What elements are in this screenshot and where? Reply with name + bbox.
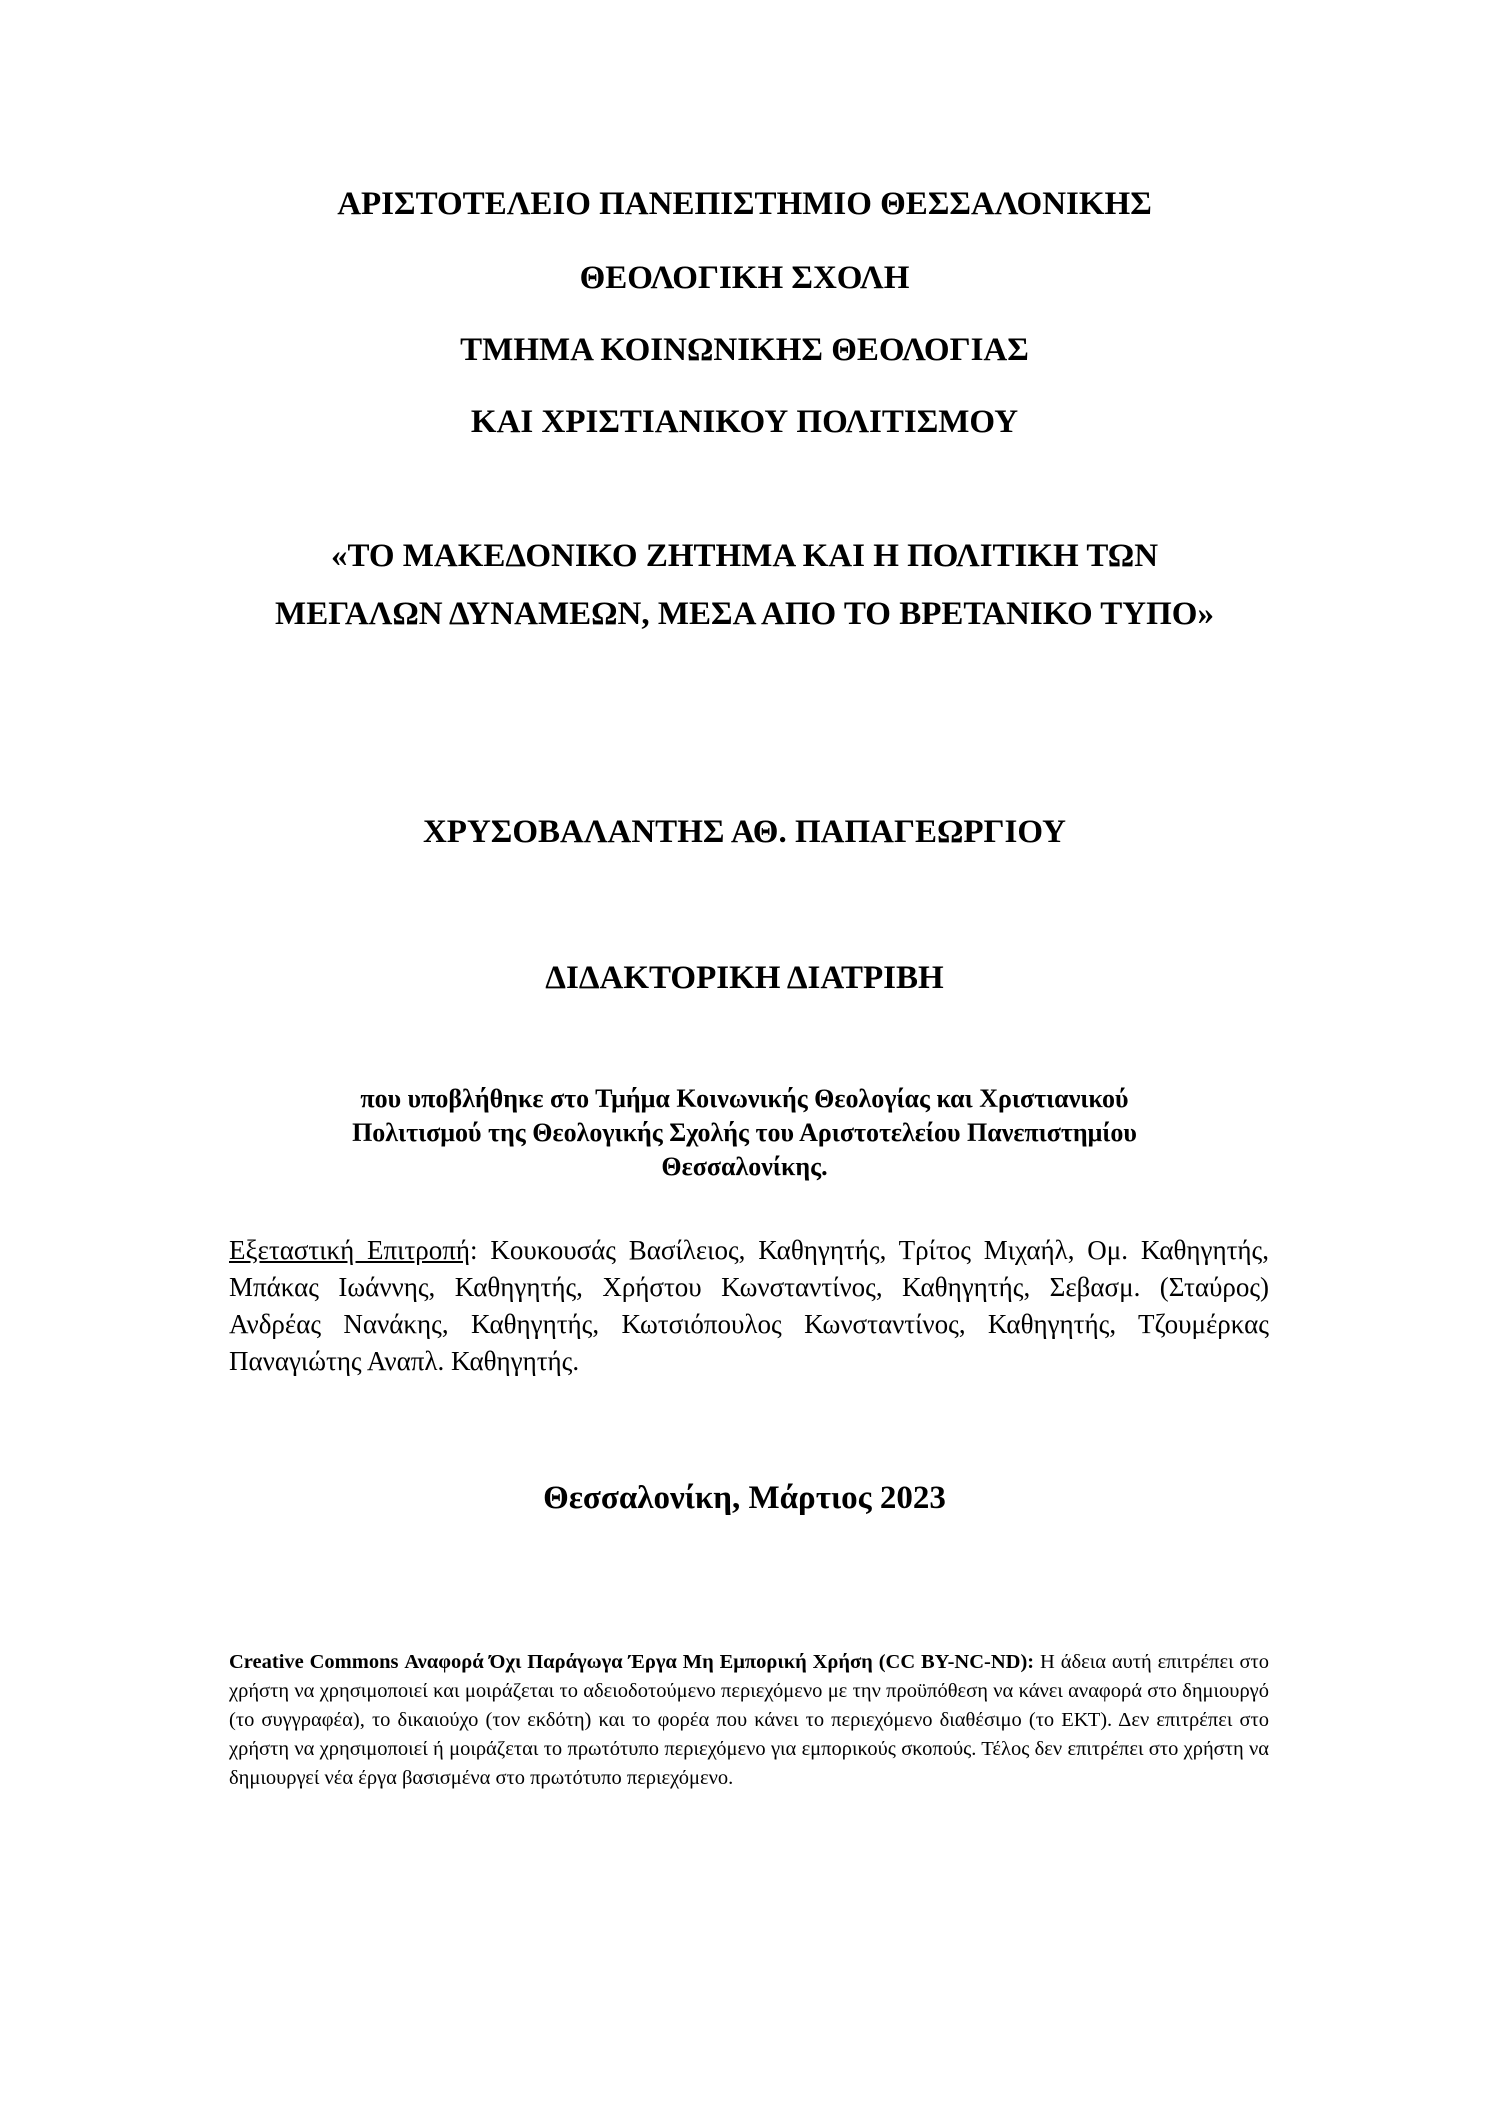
- committee-members: : Κουκουσάς Βασίλειος, Καθηγητής, Τρίτος Μιχαήλ, Ομ. Καθηγητής, Μπάκας Ιωάννης, Καθηγητής, Χρήστου Κωνσταντίνος, Καθηγητής, Σεβασμ. (Σταύρος) Ανδρέας Νανάκης, Καθηγητής, Κωτσιόπουλος Κωνσταντίνος, Καθηγητής, Τζουμέρκας Παναγιώτης Αναπλ. Καθηγητής.: [229, 1235, 1269, 1376]
- submission-line2: Πολιτισμού της Θεολογικής Σχολής του Αριστοτελείου Πανεπιστημίου: [352, 1118, 1137, 1147]
- submission-line3: Θεσσαλονίκης.: [661, 1152, 828, 1181]
- thesis-title-line1: «ΤΟ ΜΑΚΕΔΟΝΙΚΟ ΖΗΤΗΜΑ ΚΑΙ Η ΠΟΛΙΤΙΚΗ ΤΩΝ: [330, 538, 1159, 574]
- department-name-line2: ΚΑΙ ΧΡΙΣΤΙΑΝΙΚΟΥ ΠΟΛΙΤΙΣΜΟΥ: [470, 404, 1019, 440]
- thesis-title-line2: ΜΕΓΑΛΩΝ ΔΥΝΑΜΕΩΝ, ΜΕΣΑ ΑΠΟ ΤΟ ΒΡΕΤΑΝΙΚΟ ΤΥΠΟ»: [275, 596, 1214, 632]
- examination-committee: [229, 1232, 1269, 1380]
- department-name-line1: ΤΜΗΜΑ ΚΟΙΝΩΝΙΚΗΣ ΘΕΟΛΟΓΙΑΣ: [460, 332, 1029, 368]
- school-name: ΘΕΟΛΟΓΙΚΗ ΣΧΟΛΗ: [579, 260, 910, 296]
- place-date: Θεσσαλονίκη, Μάρτιος 2023: [543, 1480, 946, 1516]
- submission-line1: που υποβλήθηκε στο Τμήμα Κοινωνικής Θεολογίας και Χριστιανικού: [360, 1084, 1129, 1113]
- author-name: ΧΡΥΣΟΒΑΛΑΝΤΗΣ ΑΘ. ΠΑΠΑΓΕΩΡΓΙΟΥ: [422, 814, 1067, 850]
- license-notice: [229, 1648, 1269, 1793]
- document-type: ΔΙΔΑΚΤΟΡΙΚΗ ΔΙΑΤΡΙΒΗ: [545, 960, 944, 996]
- license-text: Η άδεια αυτή επιτρέπει στο χρήστη να χρησιμοποιεί και μοιράζεται το αδειοδοτούμενο περιεχόμενο με την προϋπόθεση να κάνει αναφορά στο δημιουργό (το συγγραφέα), το δικαιούχο (τον εκδότη) και το φορέα που κάνει το περιεχόμενο διαθέσιμο (το ΕΚΤ). Δεν επιτρέπει στο χρήστη να χρησιμοποιεί ή μοιράζεται το πρωτότυπο περιεχόμενο για εμπορικούς σκοπούς. Τέλος δεν επιτρέπει στο χρήστη να δημιουργεί νέα έργα βασισμένα στο πρωτότυπο περιεχόμενο.: [229, 1651, 1270, 1789]
- submission-statement: [200, 1082, 1289, 1184]
- university-name: ΑΡΙΣΤΟΤΕΛΕΙΟ ΠΑΝΕΠΙΣΤΗΜΙΟ ΘΕΣΣΑΛΟΝΙΚΗΣ: [337, 186, 1152, 222]
- committee-label: Εξεταστική Επιτροπή: [229, 1235, 471, 1265]
- license-title: Creative Commons Αναφορά Όχι Παράγωγα Έργα Μη Εμπορική Χρήση (CC BY-NC-ND):: [229, 1651, 1035, 1673]
